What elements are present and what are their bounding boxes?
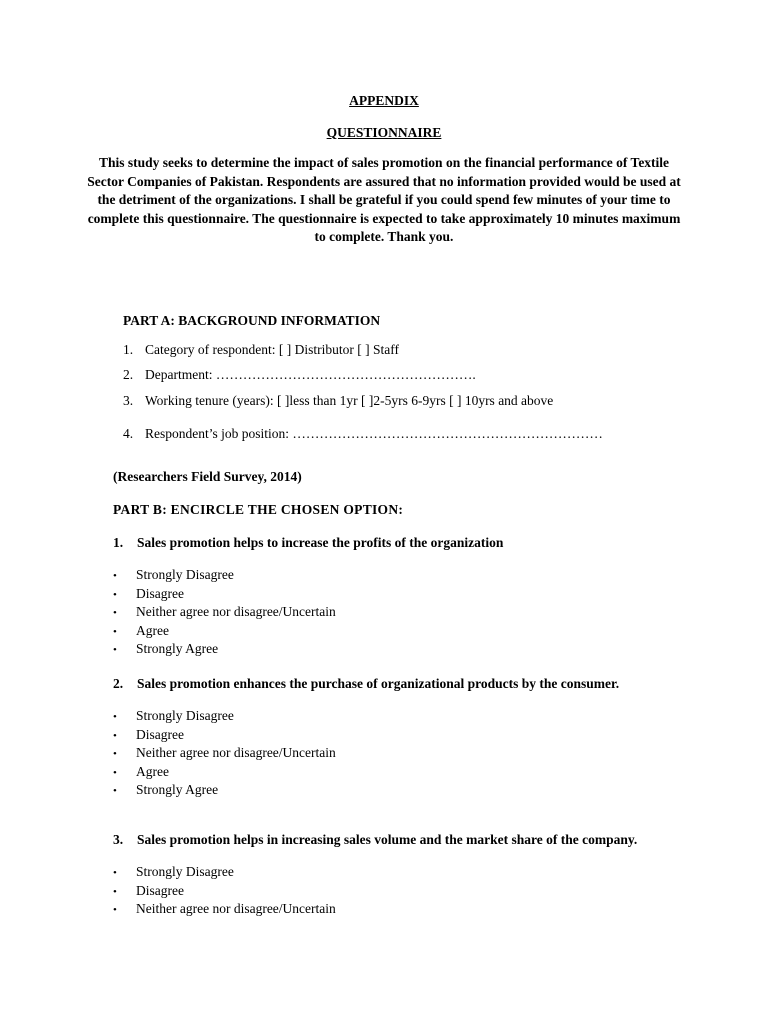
part-b-title: PART B: ENCIRCLE THE CHOSEN OPTION: [113,502,404,517]
item-number: 4. [123,426,134,441]
question-number: 1. [113,535,124,550]
list-item [113,603,336,622]
option-label: Strongly Agree [136,641,219,657]
appendix-heading: APPENDIX [349,93,419,108]
question-text: Sales promotion enhances the purchase of organizational products by the consumer. [137,676,620,691]
item-text: Working tenure (years): [ ]less than 1yr [ ]2-5yrs 6-9yrs [ ] 10yrs and above [145,393,554,408]
question-text: Sales promotion helps in increasing sales volume and the market share of the company. [137,832,638,847]
option-label: Strongly Disagree [136,567,234,582]
bullet-icon: • [113,711,117,723]
question-3 [113,832,637,848]
option-label: Neither agree nor disagree/Uncertain [136,901,336,917]
question-3-options [113,863,336,919]
bullet-icon: • [113,748,117,761]
question-1-options [113,566,336,659]
source-note: (Researchers Field Survey, 2014) [113,469,302,484]
item-number: 3. [123,393,134,408]
item-text: Respondent’s job position: …………………………………………………………… [145,426,603,441]
list-item [113,781,336,800]
bullet-icon: • [113,588,117,601]
list-item [113,744,336,763]
option-label: Strongly Agree [136,782,219,798]
list-item [113,863,336,882]
option-label: Strongly Disagree [136,708,234,723]
option-label: Strongly Disagree [136,864,234,879]
item-number: 1. [123,342,134,357]
list-item [113,585,336,604]
option-label: Neither agree nor disagree/Uncertain [136,745,336,761]
part-a-item [123,342,399,358]
bullet-icon: • [113,570,117,582]
list-item [113,726,336,745]
bullet-icon: • [113,607,117,620]
option-label: Neither agree nor disagree/Uncertain [136,604,336,620]
item-text: Department: …………………………………………………. [145,367,476,382]
bullet-icon: • [113,644,117,657]
bullet-icon: • [113,904,117,917]
part-a-item [123,367,476,383]
bullet-icon: • [113,766,117,779]
option-label: Disagree [136,882,184,898]
list-item [113,707,336,726]
part-a-title: PART A: BACKGROUND INFORMATION [123,313,381,328]
list-item [113,566,336,585]
item-number: 2. [123,367,134,382]
part-a-item [123,393,553,409]
list-item [113,640,336,659]
intro-paragraph [85,154,683,247]
option-label: Agree [136,763,169,779]
intro-text: This study seeks to determine the impact of sales promotion on the financial performance of Textile Sector Companies of Pakistan. Respondents are assured that no information provided would be used at the detriment of the organizations. I shall be grateful if you could spend few minutes of your time to complete this questionnaire. The questionnaire is expected to take approximately 10 minutes maximum to complete. Thank you. [87,155,681,244]
question-text: Sales promotion helps to increase the profits of the organization [137,535,504,550]
questionnaire-heading: QUESTIONNAIRE [326,125,442,140]
bullet-icon: • [113,885,117,898]
question-number: 2. [113,676,124,691]
list-item [113,882,336,901]
question-2 [113,676,619,692]
part-a-item [123,426,603,442]
bullet-icon: • [113,785,117,798]
list-item [113,900,336,919]
list-item [113,622,336,641]
option-label: Disagree [136,726,184,742]
question-number: 3. [113,832,124,847]
list-item [113,763,336,782]
question-2-options [113,707,336,800]
bullet-icon: • [113,867,117,879]
item-text: Category of respondent: [ ] Distributor [ ] Staff [145,342,399,357]
option-label: Disagree [136,585,184,601]
option-label: Agree [136,622,169,638]
bullet-icon: • [113,729,117,742]
bullet-icon: • [113,625,117,638]
question-1 [113,535,503,551]
